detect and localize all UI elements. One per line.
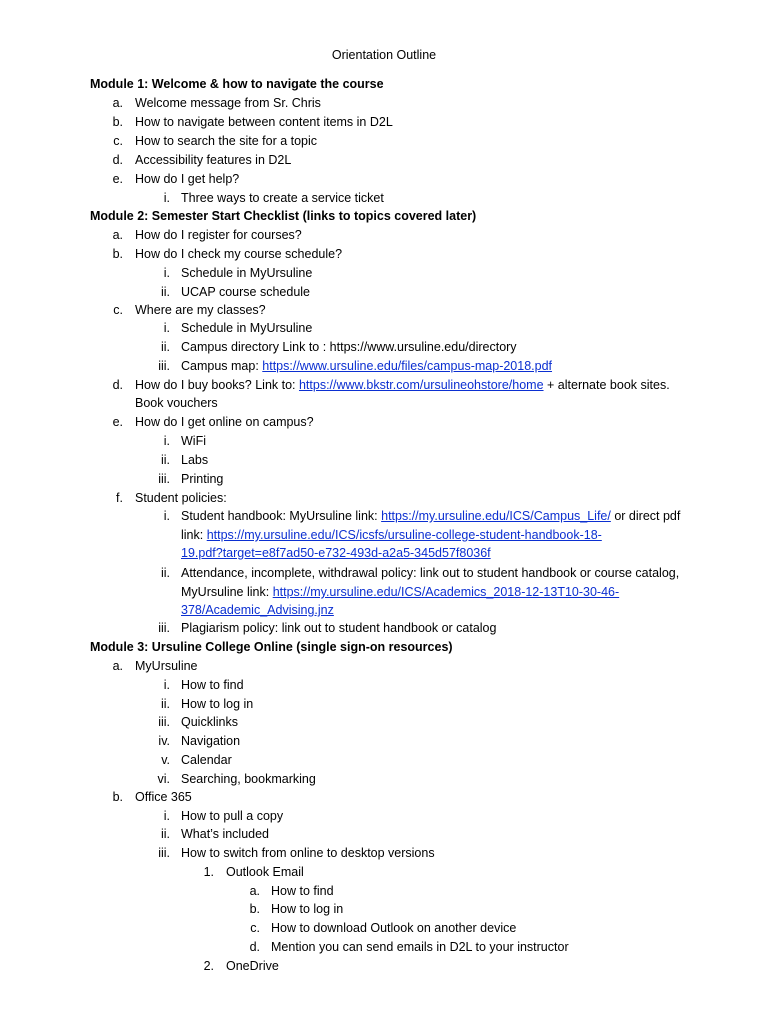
campus-life-link[interactable]: https://my.ursuline.edu/ICS/Campus_Life/ [381, 509, 611, 523]
academic-advising-link-cont[interactable]: 378/Academic_Advising.jnz [181, 603, 334, 617]
academic-advising-link[interactable]: https://my.ursuline.edu/ICS/Academics_2018-12-13T10-30-46- [272, 585, 620, 599]
module-2-heading: Module 2: Semester Start Checklist (links to topics covered later) [90, 209, 477, 223]
page-title: Orientation Outline [331, 48, 437, 62]
student-handbook-link[interactable]: https://my.ursuline.edu/ICS/icsfs/ursuline-college-student-handbook-18- [206, 528, 602, 542]
module-3-heading: Module 3: Ursuline College Online (single sign-on resources) [90, 640, 453, 654]
campus-map-link[interactable]: https://www.ursuline.edu/files/campus-map-2018.pdf [262, 359, 553, 373]
bookstore-link[interactable]: https://www.bkstr.com/ursulineohstore/home [298, 378, 544, 392]
module-1-heading: Module 1: Welcome & how to navigate the course [90, 77, 384, 91]
student-handbook-link-cont[interactable]: 19.pdf?target=e8f7ad50-e732-493d-a2a5-345d57f8036f [181, 546, 491, 560]
